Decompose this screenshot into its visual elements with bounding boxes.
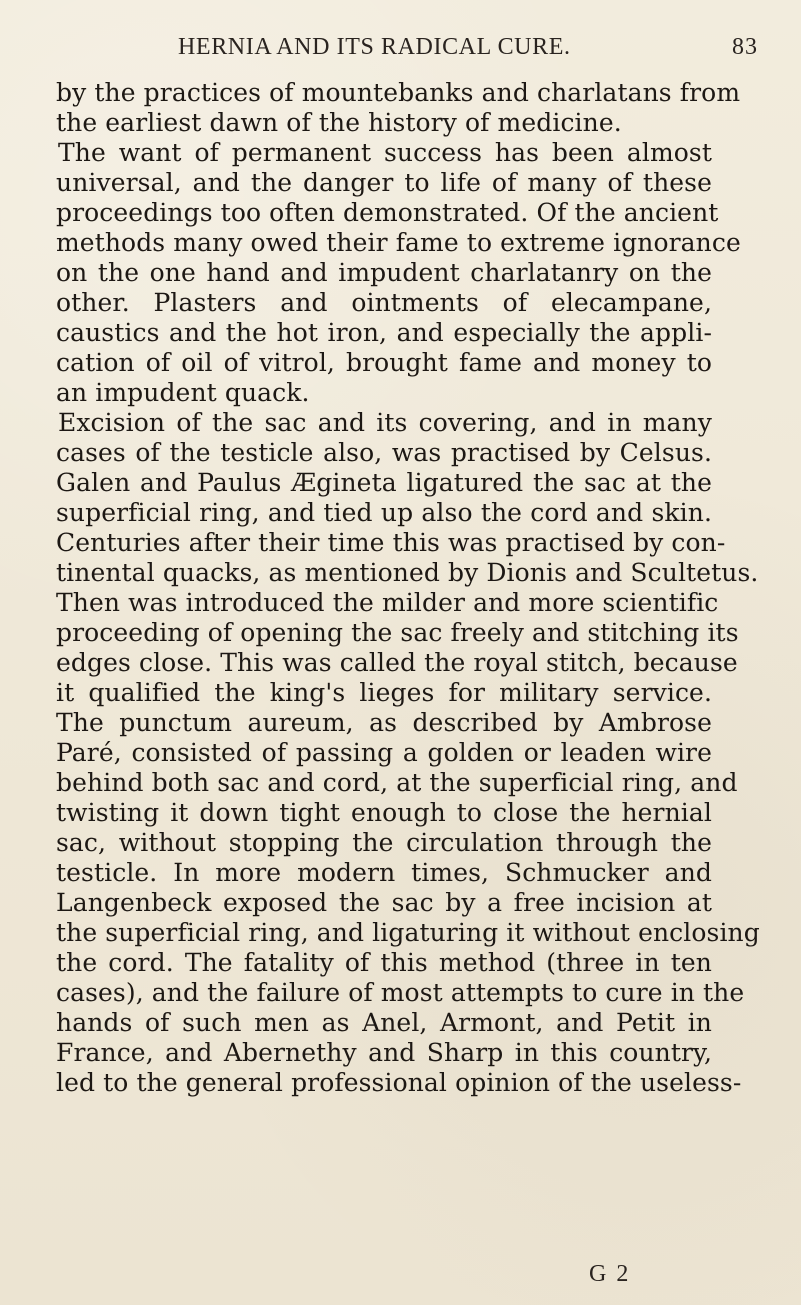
text-line-9: caustics and the hot iron, and especially the appli-: [56, 318, 712, 347]
running-head: [116, 34, 758, 68]
page-number: 83: [732, 34, 758, 60]
text-line-19: proceeding of opening the sac freely and stitching its: [56, 618, 739, 647]
text-line-13: cases of the testicle also, was practised by Celsus.: [56, 438, 712, 467]
text-line-24: behind both sac and cord, at the superficial ring, and: [56, 768, 738, 797]
text-line-7: on the one hand and impudent charlatanry on the: [56, 258, 712, 287]
text-line-33: France, and Abernethy and Sharp in this country,: [56, 1038, 712, 1067]
text-line-15: superficial ring, and tied up also the cord and skin.: [56, 498, 712, 527]
text-line-28: Langenbeck exposed the sac by a free incision at: [56, 888, 712, 917]
text-line-14: Galen and Paulus Ægineta ligatured the sac at the: [56, 468, 712, 497]
text-line-27: testicle. In more modern times, Schmucker and: [56, 858, 712, 887]
text-line-31: cases), and the failure of most attempts to cure in the: [56, 978, 745, 1007]
text-line-6: methods many owed their fame to extreme ignorance: [56, 228, 741, 257]
text-line-16: Centuries after their time this was practised by con-: [56, 528, 726, 557]
text-line-22: The punctum aureum, as described by Ambrose: [56, 708, 712, 737]
text-line-21: it qualified the king's lieges for military service.: [56, 678, 712, 707]
text-line-20: edges close. This was called the royal stitch, because: [56, 648, 738, 677]
text-line-3: The want of permanent success has been almost: [58, 138, 712, 167]
text-line-4: universal, and the danger to life of many of these: [56, 168, 712, 197]
signature-mark: G 2: [589, 1261, 631, 1287]
body-text: [56, 78, 760, 1098]
text-line-12: Excision of the sac and its covering, and in many: [58, 408, 712, 437]
text-line-8: other. Plasters and ointments of elecampane,: [56, 288, 712, 317]
text-line-29: the superficial ring, and ligaturing it without enclosing: [56, 918, 760, 947]
text-line-5: proceedings too often demonstrated. Of the ancient: [56, 198, 719, 227]
text-line-1: by the practices of mountebanks and charlatans from: [56, 78, 741, 107]
text-line-23: Paré, consisted of passing a golden or leaden wire: [56, 738, 712, 767]
text-line-18: Then was introduced the milder and more scientific: [56, 588, 719, 617]
text-line-17: tinental quacks, as mentioned by Dionis and Scultetus.: [56, 558, 759, 587]
text-line-26: sac, without stopping the circulation through the: [56, 828, 712, 857]
text-line-11: an impudent quack.: [56, 378, 310, 407]
text-line-2: the earliest dawn of the history of medicine.: [56, 108, 622, 137]
text-line-30: the cord. The fatality of this method (three in ten: [56, 948, 712, 977]
text-line-25: twisting it down tight enough to close the hernial: [56, 798, 712, 827]
text-line-10: cation of oil of vitrol, brought fame and money to: [56, 348, 712, 377]
text-line-34: led to the general professional opinion of the useless-: [56, 1068, 742, 1097]
running-title: HERNIA AND ITS RADICAL CURE.: [178, 34, 571, 60]
text-line-32: hands of such men as Anel, Armont, and Petit in: [56, 1008, 712, 1037]
